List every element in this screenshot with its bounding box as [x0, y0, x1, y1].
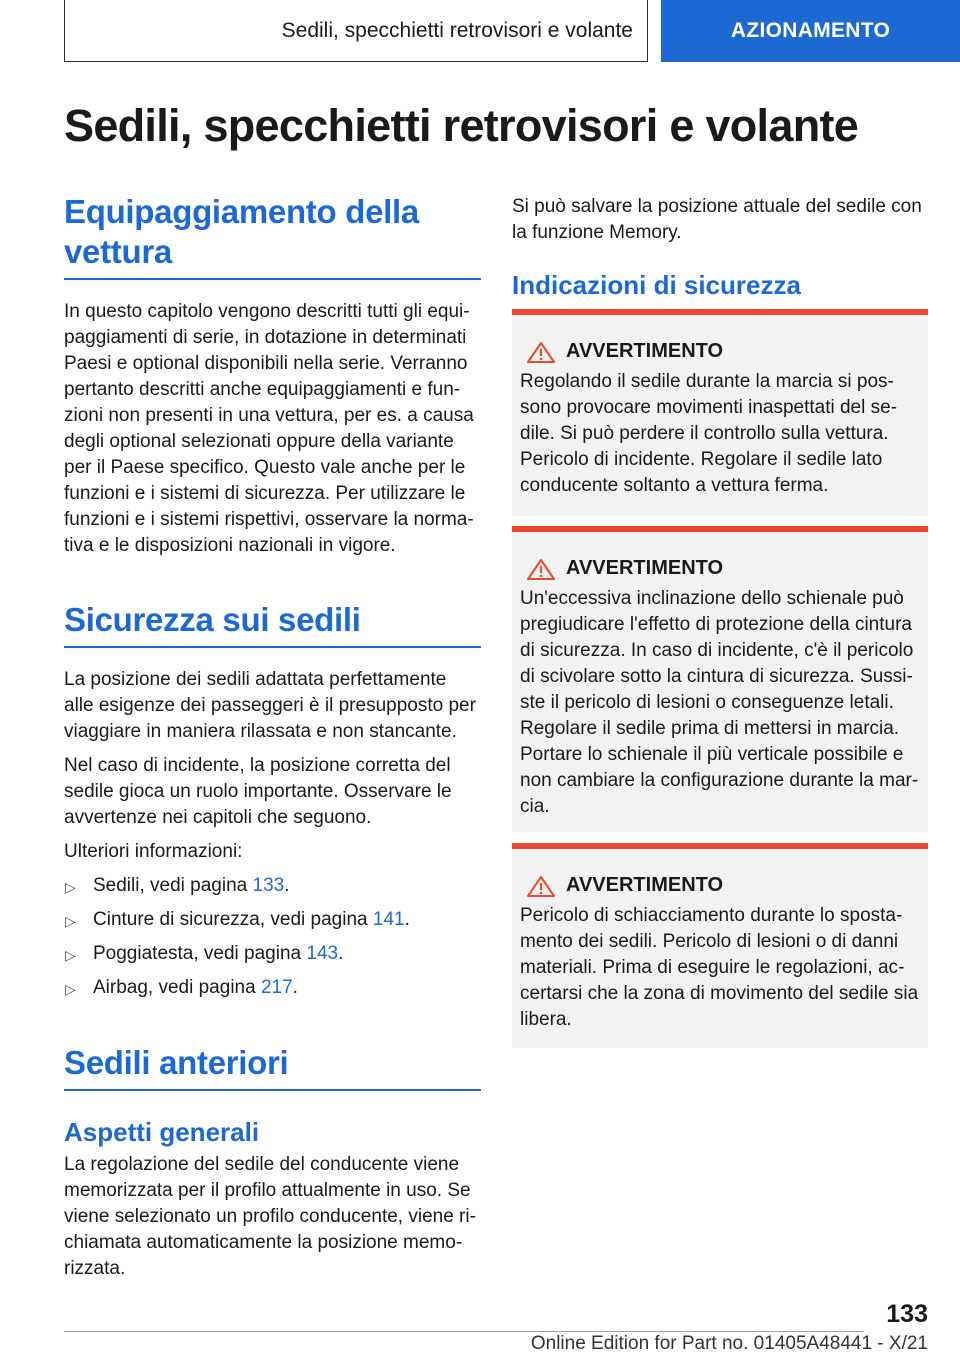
warning-box [512, 843, 928, 1048]
list-item: ▷ Airbag, vedi pagina 217. [64, 975, 481, 1001]
footer-rule [64, 1331, 864, 1332]
safety-notes-heading: Indicazioni di sicurezza [512, 270, 801, 300]
page-link[interactable]: 217 [260, 977, 293, 998]
list-item: ▷ Sedili, vedi pagina 133. [64, 873, 481, 899]
page-title: Sedili, specchietti retrovisori e volante [64, 100, 859, 151]
page-number: 133 [886, 1300, 928, 1328]
list-item: ▷ Poggiatesta, vedi pagina 143. [64, 941, 481, 967]
section-tab [661, 0, 960, 62]
warning-title: AVVERTIMENTO [566, 874, 724, 896]
front-seats-heading: Sedili anteriori [64, 1044, 289, 1081]
page-link[interactable]: 133 [252, 875, 285, 896]
list-item: ▷ Cinture di sicurezza, vedi pagina 141. [64, 907, 481, 933]
equipment-heading: Equipaggiamento della vettura [64, 193, 419, 270]
section-tab-label: AZIONAMENTO [730, 19, 891, 42]
warning-title: AVVERTIMENTO [566, 557, 724, 579]
heading-rule [64, 646, 481, 648]
heading-rule [64, 1089, 481, 1091]
warning-text: Pericolo di schiacciamento durante lo spostamento dei sedili. Pericolo di lesioni o di danni materiali. Prima di eseguire le regolazioni, accertarsi che la zona di movimento del sedile sia libera. [520, 905, 919, 1030]
warning-text: Regolando il sedile durante la marcia si possono provocare movimenti inaspettati del sedile. Si può perdere il controllo sulla vettura. Pericolo di incidente. Regolare il sedile lato conducente soltanto a vettura ferma. [520, 371, 898, 496]
warning-title: AVVERTIMENTO [566, 340, 724, 362]
general-text: La regolazione del sedile del conducente viene memorizzata per il profilo attualmente in uso. Se viene selezionato un profilo conducente, viene richiamata automaticamente la posizione memorizzata. [64, 1154, 476, 1279]
warning-box [512, 526, 928, 832]
page-link[interactable]: 141 [372, 909, 405, 930]
seat-safety-heading: Sicurezza sui sedili [64, 601, 361, 638]
warning-text: Un'eccessiva inclinazione dello schienale può pregiudicare l'effetto di protezione della cintura di sicurezza. In caso di incidente, c'è il pericolo di scivolare sotto la cintura di sicurezza. Sussiste il pericolo di lesioni o conseguenze letali. Regolare il sedile prima di mettersi in marcia. Portare lo schienale il più verticale possibile e non cambiare la configurazione durante la marcia. [520, 588, 919, 817]
edition-footer: Online Edition for Part no. 01405A48441 - X/21 [530, 1333, 928, 1354]
page-link[interactable]: 143 [306, 943, 339, 964]
reference-list [64, 873, 481, 1001]
seat-safety-paragraph-2: Nel caso di incidente, la posizione corretta del sedile gioca un ruolo importante. Osservare le avvertenze nei capitoli che seguono. [64, 755, 452, 828]
warning-triangle-icon [526, 875, 556, 897]
right-column-intro [512, 194, 928, 301]
memory-text: Si può salvare la posizione attuale del sedile con la funzione Memory. [512, 196, 922, 243]
running-header-chapter [64, 0, 648, 62]
seat-safety-paragraph-1: La posizione dei sedili adattata perfettamente alle esigenze dei passeggeri è il presupposto per viaggiare in maniera rilassata e non stancante. [64, 669, 476, 742]
left-column [64, 192, 481, 1282]
general-subheading: Aspetti generali [64, 1117, 260, 1147]
warning-triangle-icon [526, 558, 556, 580]
warning-box [512, 309, 928, 516]
triangle-bullet-icon: ▷ [65, 981, 76, 997]
more-info-label: Ulteriori informazioni: [64, 841, 243, 862]
equipment-text: In questo capitolo vengono descritti tutti gli equipaggiamenti di serie, in dotazione in determinati Paesi e optional disponibili nella serie. Verranno pertanto descritti anche equipaggiamenti e funzioni non presenti in una vettura, per es. a causa degli optional selezionati oppure della variante per il Paese specifico. Questo vale anche per le funzioni e i sistemi di sicurezza. Per utilizzare le funzioni e i sistemi rispettivi, osservare la normativa e le disposizioni nazionali in vigore. [64, 301, 474, 556]
warning-triangle-icon [526, 341, 556, 363]
heading-rule [64, 278, 481, 280]
triangle-bullet-icon: ▷ [65, 879, 76, 895]
triangle-bullet-icon: ▷ [65, 913, 76, 929]
running-header-text: Sedili, specchietti retrovisori e volante [281, 18, 633, 42]
triangle-bullet-icon: ▷ [65, 947, 76, 963]
